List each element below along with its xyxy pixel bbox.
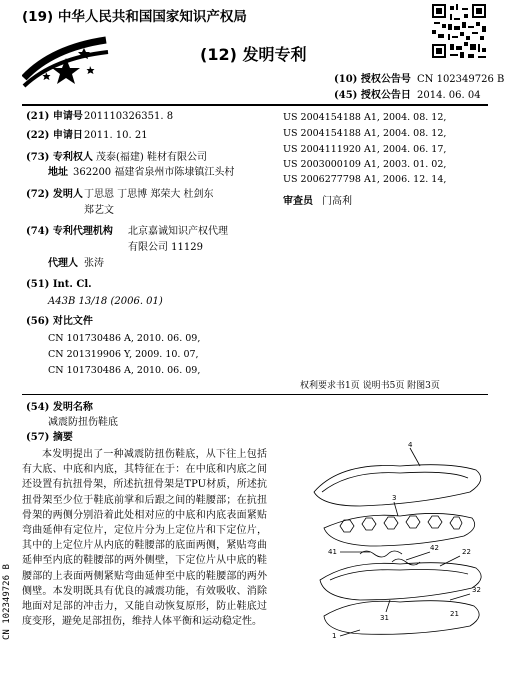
figure-label: 41 [328,548,337,556]
figure-label: 31 [380,614,389,622]
figure-label: 21 [450,610,459,618]
cited-document: CN 101730486 A, 2010. 06. 09, [48,365,201,376]
application-date-label: (22) 申请日 [26,130,83,141]
figure-label: 4 [408,441,413,449]
figure-label: 22 [462,548,471,556]
grant-number: CN 102349726 B [417,74,505,85]
side-document-number: CN 102349726 B [2,564,12,640]
figure-label: 32 [472,586,481,594]
us-cited-document: US 2003000109 A1, 2003. 01. 02, [283,159,447,170]
page-summary: 权利要求书1页 说明书5页 附图3页 [300,381,440,391]
us-cited-document: US 2004111920 A1, 2004. 06. 17, [283,144,447,155]
examiner-label: 审查员 [283,196,313,207]
application-number-label: (21) 申请号 [26,111,83,122]
patentee-label: (73) 专利权人 [26,152,93,163]
agency-line-1: 北京嘉诚知识产权代理 [128,226,228,237]
country-office: (19) 中华人民共和国国家知识产权局 [22,9,247,25]
agency-label: (74) 专利代理机构 [26,226,113,237]
examiner: 门高利 [322,196,352,207]
application-date: 2011. 10. 21 [84,130,148,141]
figure-label: 1 [332,632,337,640]
abstract-label: (57) 摘要 [26,432,73,443]
invention-title: 减震防扭伤鞋底 [48,417,118,428]
figure-label: 42 [430,544,439,552]
abstract-text: 本发明提出了一种减震防扭伤鞋底，从下往上包括有大底、中底和内底，其特征在于：在中底和内底之间还设置有抗扭骨架，所述抗扭骨架是TPU材质，所述抗扭骨架至少位于鞋底前掌和后跟之间的鞋腰部；在抗扭骨架的两侧分别沿着此处相对应的中底和内底表面紧贴弯曲延伸有定位片，定位片分为上定位片和下定位片，其中的上定位片从内底的鞋腰部的底面两侧，紧贴弯曲延伸至内底的鞋腰部的两外侧壁，下定位片从中底的鞋腰部的上表面两侧紧贴弯曲延伸至中底的鞋腰部的两外侧壁。本发明既具有优良的减震功能，有效吸收、消除地面对足部的冲击力，又能自动恢复原形，防止鞋底过度变形，避免足部扭伤，维持人体平衡和运动稳定性。 [22,449,267,628]
inventors-label: (72) 发明人 [26,189,83,200]
header-divider [22,104,488,106]
grant-date-label: (45) 授权公告日 [334,90,411,101]
application-number: 201110326351. 8 [84,111,174,122]
address: 362200 福建省泉州市陈埭镇江头村 [73,167,235,178]
patentee: 茂泰(福建) 鞋材有限公司 [96,152,207,163]
agent: 张涛 [84,258,104,269]
us-cited-document: US 2006277798 A1, 2006. 12. 14, [283,174,447,185]
agent-label: 代理人 [48,258,78,269]
int-cl-label: (51) Int. Cl. [26,279,92,290]
document-type: (12) 发明专利 [200,45,307,64]
title-label: (54) 发明名称 [26,402,93,413]
qr-code [430,2,488,60]
grant-number-label: (10) 授权公告号 [334,74,411,85]
cnipa-emblem-logo [22,34,110,92]
agency-line-2: 有限公司 11129 [128,242,203,253]
address-label: 地址 [48,167,68,178]
us-cited-document: US 2004154188 A1, 2004. 08. 12, [283,112,447,123]
sole-exploded-figure [300,440,496,640]
figure-label: 3 [392,494,397,502]
inventors-line-2: 郑艺文 [84,205,114,216]
inventors-line-1: 丁思恩 丁思博 郑荣大 杜剑东 [84,189,214,200]
cited-documents-label: (56) 对比文件 [26,316,93,327]
grant-date: 2014. 06. 04 [417,90,481,101]
summary-divider [22,394,488,395]
cited-document: CN 101730486 A, 2010. 06. 09, [48,333,201,344]
int-cl: A43B 13/18 (2006. 01) [48,296,163,307]
us-cited-document: US 2004154188 A1, 2004. 08. 12, [283,128,447,139]
cited-document: CN 201319906 Y, 2009. 10. 07, [48,349,199,360]
